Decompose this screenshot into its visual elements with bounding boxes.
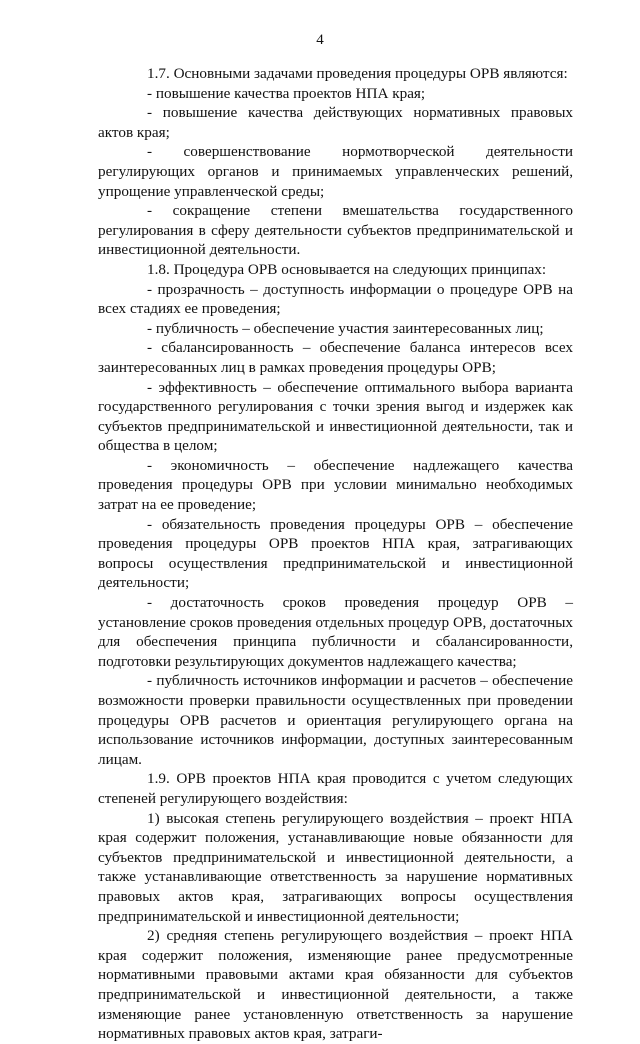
list-item: - повышение качества действующих нормативных правовых актов края; [98, 104, 573, 141]
list-item: - сокращение степени вмешательства государственного регулирования в сферу деятельности субъектов предпринимательской и инвестиционной деятельности. [98, 202, 573, 259]
list-item: - достаточность сроков проведения процедур ОРВ – установление сроков проведения отдельных процедур ОРВ, достаточных для обеспечения принципа публичности и сбалансированности, подготовки результирующих документов надлежащего качества; [98, 594, 573, 670]
paragraph-1-7-heading: 1.7. Основными задачами проведения процедуры ОРВ являются: [147, 65, 568, 82]
paragraph-1-9-heading: 1.9. ОРВ проектов НПА края проводится с учетом следующих степеней регулирующего воздействия: [98, 770, 573, 807]
list-item: - эффективность – обеспечение оптимального выбора варианта государственного регулирования с точки зрения выгод и издержек как субъектов предпринимательской и инвестиционной деятельности, так и общества в целом; [98, 378, 573, 455]
list-item: - совершенствование нормотворческой деятельности регулирующих органов и принимаемых управленческих решений, упрощение управленческой среды; [98, 143, 573, 200]
list-item: 1) высокая степень регулирующего воздействия – проект НПА края содержит положения, устанавливающие новые обязанности для субъектов предпринимательской и инвестиционной деятельности, а также устанавливающие ответственность за нарушение нормативных правовых актов края, затрагивающих вопросы осуществления предпринимательской и инвестиционной деятельности; [98, 809, 573, 925]
list-item: - сбалансированность – обеспечение баланса интересов всех заинтересованных лиц в рамках проведения процедуры ОРВ; [98, 339, 573, 376]
list-item: - публичность – обеспечение участия заинтересованных лиц; [147, 319, 544, 337]
page-number: 4 [316, 32, 324, 48]
list-item: - повышение качества проектов НПА края; [147, 84, 426, 102]
document-body [98, 64, 573, 1044]
paragraph-1-8-heading: 1.8. Процедура ОРВ основывается на следующих принципах: [147, 260, 547, 278]
list-item: - публичность источников информации и расчетов – обеспечение возможности проверки правильности осуществленных при проведении процедуры ОРВ расчетов и ориентация регулирующего органа на использование источников информации, доступных заинтересованным лицам. [98, 672, 573, 768]
list-item: 2) средняя степень регулирующего воздействия – проект НПА края содержит положения, изменяющие ранее предусмотренные нормативными правовыми актами края обязанности для субъектов предпринимательской и инвестиционной деятельности, а также изменяющие ранее установленную ответственность за нарушение нормативных правовых актов края, затраги- [98, 927, 573, 1043]
list-item: - обязательность проведения процедуры ОРВ – обеспечение проведения процедуры ОРВ проектов НПА края, затрагивающих вопросы осуществления предпринимательской и инвестиционной деятельности; [98, 515, 573, 592]
list-item: - прозрачность – доступность информации о процедуре ОРВ на всех стадиях ее проведения; [98, 280, 573, 318]
list-item: - экономичность – обеспечение надлежащего качества проведения процедуры ОРВ при условии минимально необходимых затрат на ее проведение; [98, 456, 573, 514]
